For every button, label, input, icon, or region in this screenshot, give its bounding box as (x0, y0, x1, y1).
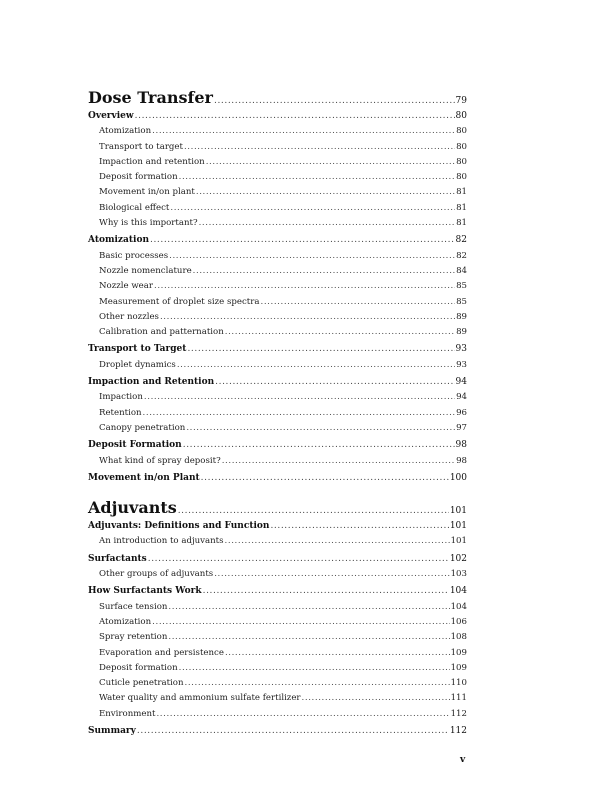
toc-item-row (88, 172, 467, 187)
toc-item-label: Nozzle wear (99, 281, 153, 292)
dot-leader (302, 693, 450, 703)
toc-page-number: 79 (455, 96, 467, 106)
toc-item-label: Retention (99, 407, 142, 418)
toc-item-label: An introduction to adjuvants (99, 536, 224, 547)
toc-item-label: Canopy penetration (99, 422, 186, 433)
toc-page-number: 112 (450, 708, 467, 719)
table-of-contents (88, 88, 467, 741)
toc-item-label: Spray retention (99, 632, 168, 643)
toc-section-row (88, 726, 467, 741)
toc-section-row (88, 521, 467, 536)
toc-page-number: 80 (455, 111, 467, 121)
toc-section-row (88, 554, 467, 569)
toc-item-label: Nozzle nomenclature (99, 265, 192, 276)
toc-item-row (88, 678, 467, 693)
dot-leader (168, 602, 449, 612)
toc-item-row (88, 312, 467, 327)
toc-item-row (88, 617, 467, 632)
dot-leader (150, 235, 455, 245)
toc-page-number: 104 (450, 601, 467, 612)
toc-item-row (88, 327, 467, 342)
toc-item-label: What kind of spray deposit? (99, 455, 221, 466)
toc-item-label: Basic processes (99, 250, 169, 261)
dot-leader (184, 142, 455, 152)
dot-leader (152, 617, 449, 627)
dot-leader (225, 327, 455, 337)
toc-page-number: 104 (449, 586, 467, 597)
toc-page-number: 97 (456, 422, 467, 433)
dot-leader (214, 569, 449, 579)
toc-item-row (88, 126, 467, 141)
toc-item-row (88, 648, 467, 663)
toc-item-row (88, 392, 467, 407)
toc-item-label: Biological effect (99, 202, 170, 213)
toc-item-label: Surface tension (99, 601, 168, 612)
dot-leader (203, 586, 449, 596)
toc-item-row (88, 203, 467, 218)
dot-leader (185, 678, 450, 688)
toc-page-number: 94 (456, 392, 467, 403)
toc-item-label: Atomization (99, 126, 152, 137)
toc-chapter-label: Adjuvants (88, 498, 177, 518)
toc-item-label: Water quality and ammonium sulfate fertilizer (99, 693, 301, 704)
dot-leader (196, 187, 455, 197)
toc-page-number: 81 (456, 218, 467, 229)
dot-leader (215, 377, 454, 387)
toc-page-number: 80 (456, 172, 467, 183)
toc-page-number: 89 (456, 327, 467, 338)
toc-page-number: 89 (456, 311, 467, 322)
toc-page-number: 112 (449, 725, 467, 736)
toc-item-row (88, 709, 467, 724)
toc-item-label: Calibration and patternation (99, 327, 224, 338)
dot-leader (169, 251, 455, 261)
dot-leader (179, 172, 455, 182)
dot-leader (225, 536, 450, 546)
toc-item-label: Transport to target (99, 141, 183, 152)
toc-item-label: Environment (99, 708, 156, 719)
toc-page-number: 82 (456, 250, 467, 261)
toc-section-row (88, 344, 467, 359)
toc-page-number: 102 (449, 553, 467, 564)
toc-item-row (88, 251, 467, 266)
toc-item-row (88, 157, 467, 172)
dot-leader (152, 126, 455, 136)
toc-item-row (88, 456, 467, 471)
toc-page-number: 100 (449, 472, 467, 483)
toc-section-label: Summary (88, 725, 136, 736)
toc-page-number: 98 (455, 440, 467, 451)
dot-leader (178, 506, 449, 516)
toc-page-number: 103 (450, 569, 467, 580)
toc-item-label: Other groups of adjuvants (99, 569, 214, 580)
toc-section-row (88, 440, 467, 455)
toc-page-number: 93 (455, 344, 467, 355)
dot-leader (225, 648, 450, 658)
toc-page-number: 101 (449, 521, 467, 532)
toc-item-row (88, 297, 467, 312)
toc-item-row (88, 218, 467, 233)
dot-leader (170, 203, 455, 213)
toc-item-row (88, 266, 467, 281)
toc-page-number: 80 (456, 126, 467, 137)
dot-leader (154, 281, 455, 291)
toc-item-label: Evaporation and persistence (99, 647, 224, 658)
toc-section-label: Deposit Formation (88, 440, 182, 451)
toc-item-row (88, 142, 467, 157)
toc-chapter-label: Dose Transfer (88, 88, 213, 107)
dot-leader (270, 521, 448, 531)
toc-item-label: Impaction (99, 392, 143, 403)
toc-section-label: Atomization (88, 235, 149, 246)
toc-page-number: 101 (450, 536, 467, 547)
toc-item-row (88, 360, 467, 375)
toc-page-number: 96 (456, 407, 467, 418)
dot-leader (183, 440, 455, 450)
toc-page-number: 93 (456, 359, 467, 370)
dot-leader (186, 423, 455, 433)
toc-section-label: Transport to Target (88, 344, 187, 355)
toc-chapter-row (88, 498, 467, 518)
toc-item-row (88, 187, 467, 202)
toc-chapter-row (88, 88, 467, 108)
dot-leader (144, 392, 455, 402)
toc-item-row (88, 569, 467, 584)
toc-section-label: Overview (88, 111, 134, 121)
dot-leader (187, 344, 454, 354)
toc-item-label: Measurement of droplet size spectra (99, 296, 260, 307)
page-number: v (460, 755, 466, 765)
toc-page-number: 111 (450, 693, 467, 704)
toc-item-label: Deposit formation (99, 662, 178, 673)
dot-leader (168, 632, 449, 642)
toc-section-row (88, 377, 467, 392)
toc-item-row (88, 408, 467, 423)
dot-leader (135, 111, 455, 121)
dot-leader (222, 456, 455, 466)
toc-item-label: Why is this important? (99, 218, 198, 229)
dot-leader (160, 312, 455, 322)
toc-page-number: 101 (449, 506, 467, 517)
toc-page-number: 110 (450, 678, 467, 689)
dot-leader (261, 297, 456, 307)
dot-leader (177, 360, 455, 370)
toc-section-label: Adjuvants: Definitions and Function (88, 521, 270, 532)
toc-item-label: Droplet dynamics (99, 359, 176, 370)
dot-leader (193, 266, 455, 276)
toc-page-number: 80 (456, 156, 467, 167)
toc-section-row (88, 235, 467, 250)
toc-page-number: 109 (450, 662, 467, 673)
dot-leader (179, 663, 450, 673)
toc-page-number: 109 (450, 647, 467, 658)
dot-leader (143, 408, 456, 418)
toc-item-row (88, 281, 467, 296)
toc-item-row (88, 632, 467, 647)
toc-page-number: 81 (456, 187, 467, 198)
toc-section-label: Impaction and Retention (88, 377, 215, 388)
toc-page-number: 85 (456, 281, 467, 292)
dot-leader (156, 709, 449, 719)
toc-item-label: Other nozzles (99, 311, 159, 322)
toc-page-number: 82 (455, 235, 467, 246)
toc-page-number: 84 (456, 265, 467, 276)
toc-page-number: 80 (456, 141, 467, 152)
toc-item-label: Atomization (99, 616, 152, 627)
toc-item-label: Deposit formation (99, 172, 178, 183)
toc-item-row (88, 693, 467, 708)
toc-page-number: 98 (456, 455, 467, 466)
toc-page-number: 106 (450, 616, 467, 627)
toc-page-number: 85 (456, 296, 467, 307)
toc-section-label: How Surfactants Work (88, 586, 202, 597)
dot-leader (199, 218, 455, 228)
toc-item-row (88, 536, 467, 551)
toc-page-number: 81 (456, 202, 467, 213)
toc-item-label: Cuticle penetration (99, 678, 184, 689)
toc-section-label: Movement in/on Plant (88, 472, 200, 483)
toc-page-number: 108 (450, 632, 467, 643)
toc-section-row (88, 111, 467, 126)
toc-item-label: Movement in/on plant (99, 187, 195, 198)
toc-section-label: Surfactants (88, 553, 147, 564)
toc-section-row (88, 473, 467, 488)
dot-leader (214, 96, 455, 106)
toc-section-row (88, 586, 467, 601)
toc-item-row (88, 602, 467, 617)
toc-item-row (88, 663, 467, 678)
toc-item-row (88, 423, 467, 438)
dot-leader (137, 726, 449, 736)
dot-leader (206, 157, 455, 167)
toc-item-label: Impaction and retention (99, 156, 205, 167)
dot-leader (201, 473, 449, 483)
dot-leader (148, 554, 449, 564)
toc-page-number: 94 (455, 377, 467, 388)
